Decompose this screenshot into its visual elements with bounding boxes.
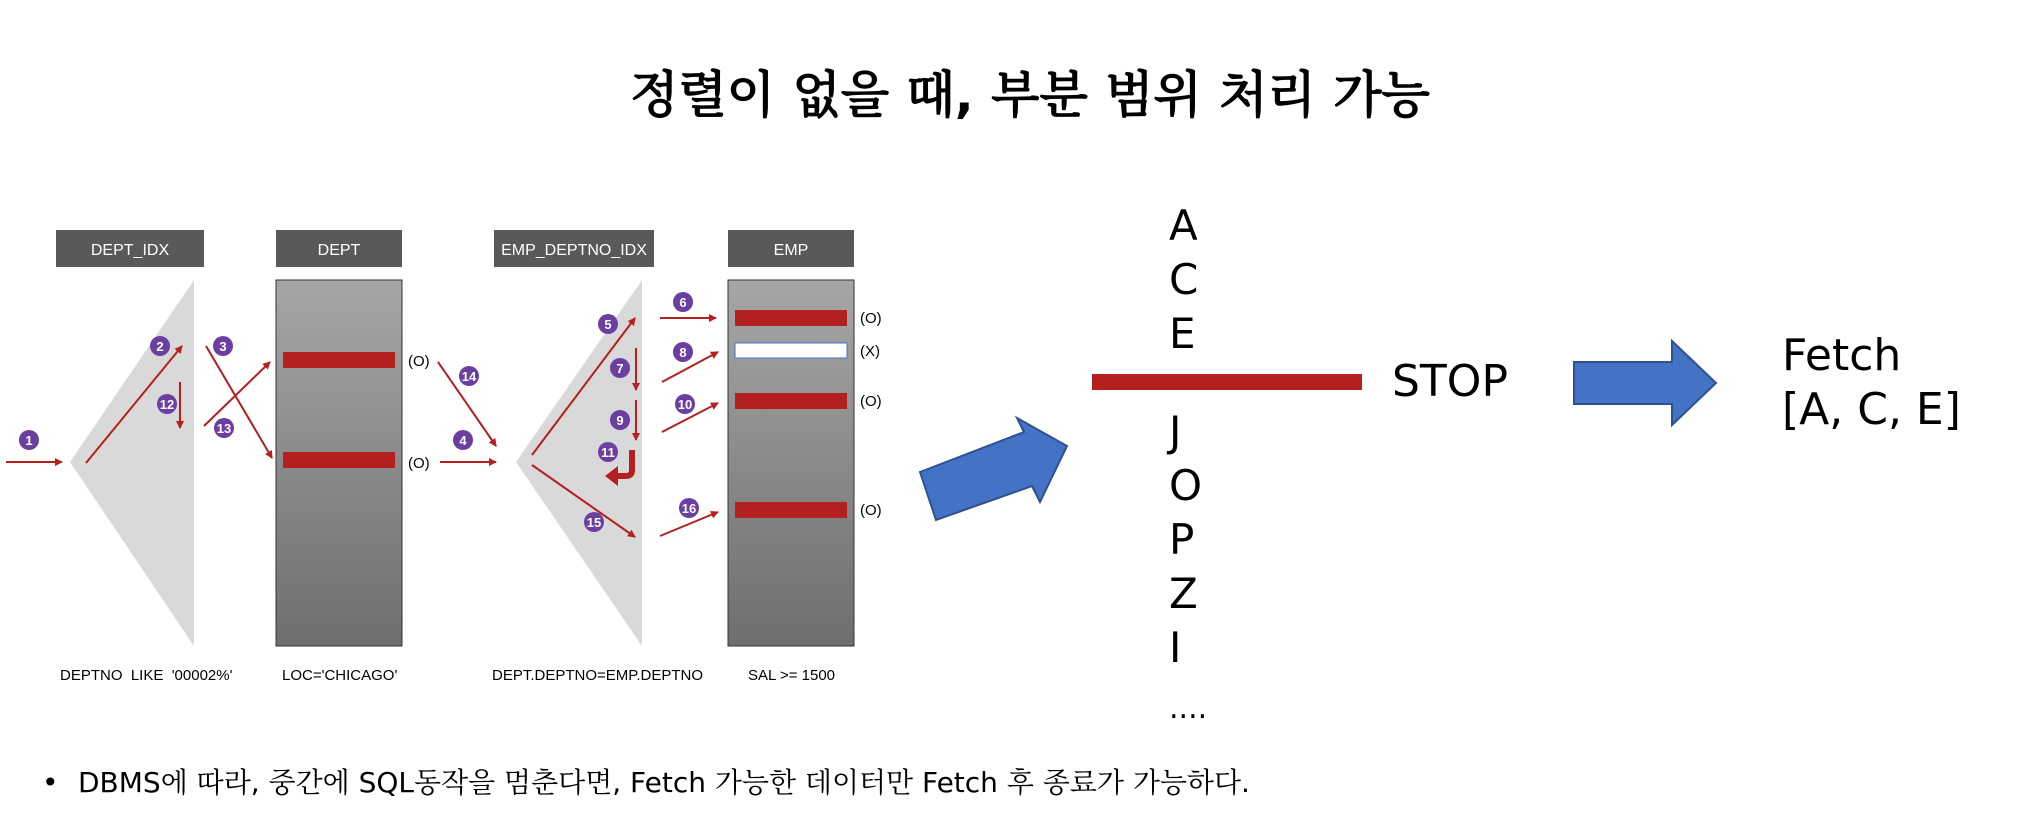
fetch-label: Fetch — [1782, 330, 1902, 381]
fetch-result: [A, C, E] — [1782, 384, 1961, 435]
header-dept-label: DEPT — [317, 242, 361, 259]
bottom-label-dept: LOC='CHICAGO' — [282, 667, 398, 684]
step-12: 12 — [159, 397, 175, 412]
emp-row-2 — [735, 343, 847, 358]
step-8: 8 — [679, 345, 687, 360]
header-dept-idx — [56, 230, 204, 267]
dept-row-2-mark: (O) — [408, 455, 430, 472]
seq-below-0: J — [1169, 407, 1182, 456]
seq-above-1: C — [1169, 255, 1199, 304]
step-11: 11 — [601, 445, 615, 460]
note-bullet: • — [42, 766, 59, 799]
header-emp-deptno-idx-label: EMP_DEPTNO_IDX — [501, 242, 647, 259]
emp-row-1-mark: (O) — [860, 310, 882, 327]
blue-right-arrow — [1574, 341, 1716, 425]
arrow-13 — [204, 362, 270, 426]
dept-idx-triangle — [70, 280, 194, 646]
emp-row-4-mark: (O) — [860, 502, 882, 519]
note-text: DBMS에 따라, 중간에 SQL동작을 멈춘다면, Fetch 가능한 데이터만 Fetch 후 종료가 가능하다. — [78, 766, 1250, 799]
emp-row-4 — [735, 502, 847, 518]
emp-table-column — [728, 280, 854, 646]
seq-above-0: A — [1169, 201, 1198, 250]
sequence-above — [1169, 201, 1198, 358]
header-dept — [276, 230, 402, 267]
step-6: 6 — [679, 295, 687, 310]
seq-below-5: .... — [1169, 691, 1208, 726]
dept-row-1 — [283, 352, 395, 368]
step-7: 7 — [616, 361, 624, 376]
seq-below-3: Z — [1169, 569, 1198, 618]
step-15: 15 — [586, 515, 602, 530]
step-9: 9 — [616, 413, 624, 428]
bottom-label-emp-deptno-idx: DEPT.DEPTNO=EMP.DEPTNO — [492, 667, 704, 684]
header-dept-idx-label: DEPT_IDX — [90, 242, 170, 259]
arrow-3 — [206, 346, 272, 458]
step-1: 1 — [25, 433, 33, 448]
blue-arrow-up — [920, 418, 1067, 520]
header-emp — [728, 230, 854, 267]
seq-below-4: I — [1169, 623, 1182, 672]
step-10: 10 — [677, 397, 693, 412]
emp-row-3-mark: (O) — [860, 393, 882, 410]
dept-row-2 — [283, 452, 395, 468]
step-16: 16 — [681, 501, 697, 516]
seq-above-2: E — [1169, 309, 1196, 358]
sequence-below — [1166, 407, 1207, 726]
step-14: 14 — [461, 369, 477, 384]
bottom-label-emp: SAL >= 1500 — [748, 667, 836, 684]
header-emp-deptno-idx — [494, 230, 654, 267]
step-13: 13 — [216, 421, 232, 436]
step-3: 3 — [219, 339, 227, 354]
emp-row-1 — [735, 310, 847, 326]
stop-line — [1092, 374, 1362, 390]
step-5: 5 — [604, 317, 612, 332]
seq-below-1: O — [1169, 461, 1203, 510]
emp-row-2-mark: (X) — [860, 343, 880, 360]
step-2: 2 — [156, 339, 164, 354]
seq-below-2: P — [1169, 515, 1195, 564]
emp-row-3 — [735, 393, 847, 409]
bottom-label-dept-idx: DEPTNO LIKE '00002%' — [60, 667, 233, 684]
header-emp-label: EMP — [773, 242, 809, 259]
dept-row-1-mark: (O) — [408, 353, 430, 370]
page-title: 정렬이 없을 때, 부분 범위 처리 가능 — [630, 66, 1430, 124]
stop-label: STOP — [1392, 356, 1508, 407]
step-4: 4 — [459, 433, 467, 448]
